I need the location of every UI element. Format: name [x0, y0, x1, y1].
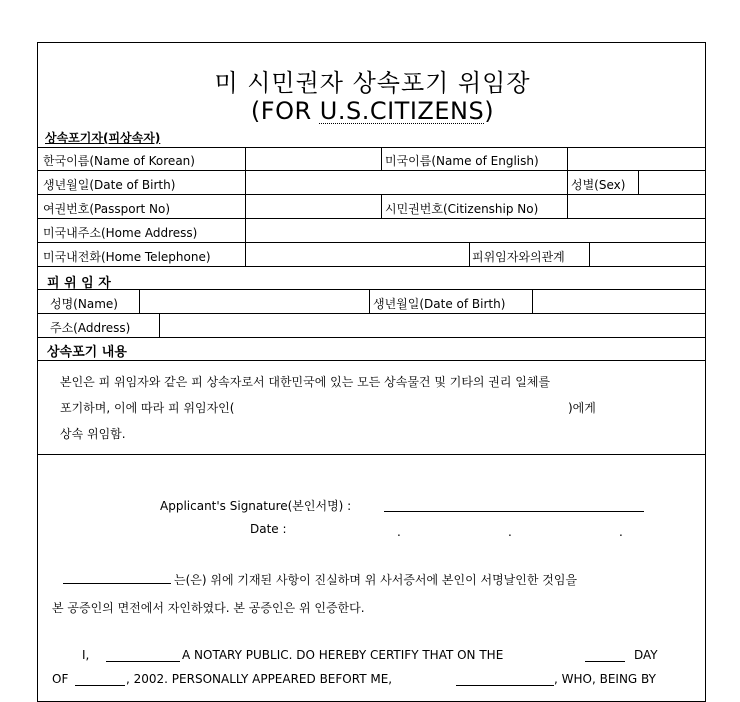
delegate-address-field[interactable] — [162, 315, 702, 335]
divider — [245, 218, 246, 242]
dob-field[interactable] — [248, 172, 564, 192]
divider — [381, 147, 382, 170]
divider — [38, 242, 705, 243]
notary-en-line-2-a: OF — [52, 672, 69, 686]
divider — [38, 337, 705, 338]
content-line-1: 본인은 피 위임자와 같은 피 상속자로서 대한민국에 있는 모든 상속물건 및 기타의 권리 일체를 — [60, 375, 551, 389]
relation-field[interactable] — [592, 244, 702, 264]
divider — [532, 289, 533, 313]
home-address-field[interactable] — [248, 220, 702, 240]
divider — [567, 147, 568, 170]
form-title: 미 시민권자 상속포기 위임장 — [214, 69, 531, 97]
date-label: Date : — [250, 522, 287, 536]
date-dot-3: . — [619, 525, 623, 539]
delegate-address-label: 주소(Address) — [50, 321, 131, 335]
date-dot-1: . — [397, 525, 401, 539]
delegate-dob-label: 생년월일(Date of Birth) — [373, 297, 506, 311]
korean-name-field[interactable] — [248, 148, 378, 168]
content-section-heading: 상속포기 내용 — [47, 345, 127, 360]
heir-section-heading: 상속포기자(피상속자) — [45, 131, 161, 145]
notary-day-line[interactable] — [585, 661, 625, 662]
notary-en-line-2-b: , 2002. PERSONALLY APPEARED BEFORT ME, — [126, 672, 393, 686]
content-line-3: 상속 위임함. — [60, 427, 126, 441]
divider — [567, 170, 568, 194]
divider — [245, 194, 246, 218]
divider — [38, 454, 705, 455]
citizenship-field[interactable] — [570, 196, 702, 216]
divider — [469, 242, 470, 266]
divider — [38, 360, 705, 361]
content-line-2-prefix: 포기하며, 이에 따라 피 위임자인( — [60, 401, 235, 415]
divider — [38, 266, 705, 267]
notary-ko-line-1: 는(은) 위에 기재된 사항이 진실하며 위 사서증서에 본인이 서명날인한 것임을 — [174, 573, 578, 587]
divider — [38, 194, 705, 195]
notary-en-line-1-a: I, — [82, 648, 90, 662]
home-phone-field[interactable] — [248, 244, 464, 264]
sex-field[interactable] — [641, 172, 701, 192]
content-line-2-suffix: )에게 — [568, 401, 596, 415]
dob-label: 생년월일(Date of Birth) — [43, 178, 176, 192]
divider — [567, 194, 568, 218]
korean-name-label: 한국이름(Name of Korean) — [43, 154, 195, 168]
english-name-label: 미국이름(Name of English) — [385, 154, 539, 168]
divider — [245, 242, 246, 266]
subtitle-prefix: (FOR — [250, 97, 320, 125]
divider — [589, 242, 590, 266]
delegate-section-heading: 피 위 임 자 — [47, 276, 111, 291]
delegate-name-label: 성명(Name) — [50, 297, 118, 311]
divider — [38, 170, 705, 171]
relation-label: 피위임자와의관계 — [472, 250, 565, 264]
citizenship-label: 시민권번호(Citizenship No) — [385, 202, 539, 216]
notary-en-line-2-c: , WHO, BEING BY — [554, 672, 656, 686]
notary-appeared-line[interactable] — [456, 685, 554, 686]
subtitle-suffix: ) — [484, 97, 495, 125]
divider — [369, 289, 370, 313]
notary-en-line-1-b: A NOTARY PUBLIC. DO HEREBY CERTIFY THAT ON THE — [182, 648, 504, 662]
date-dot-2: . — [508, 525, 512, 539]
notary-en-line-1-c: DAY — [634, 648, 658, 662]
english-name-field[interactable] — [570, 148, 702, 168]
divider — [245, 147, 246, 170]
notary-public-line[interactable] — [106, 661, 180, 662]
sex-label: 성별(Sex) — [571, 178, 626, 192]
divider — [638, 170, 639, 194]
divider — [381, 194, 382, 218]
divider — [159, 313, 160, 337]
delegate-dob-field[interactable] — [535, 291, 701, 311]
passport-field[interactable] — [248, 196, 378, 216]
home-address-label: 미국내주소(Home Address) — [43, 226, 198, 240]
signature-line[interactable] — [384, 511, 644, 512]
divider — [38, 218, 705, 219]
divider — [38, 313, 705, 314]
subtitle-us-citizens: U.S.CITIZENS — [319, 97, 485, 125]
notary-name-line[interactable] — [63, 583, 171, 584]
delegate-name-field[interactable] — [142, 291, 366, 311]
signature-label: Applicant's Signature(본인서명) : — [160, 499, 352, 513]
divider — [139, 289, 140, 313]
divider — [245, 170, 246, 194]
notary-ko-line-2: 본 공증인의 면전에서 자인하였다. 본 공증인은 위 인증한다. — [52, 601, 365, 615]
notary-month-line[interactable] — [75, 685, 125, 686]
form-frame — [37, 42, 706, 702]
form-subtitle — [38, 97, 707, 125]
home-phone-label: 미국내전화(Home Telephone) — [43, 250, 211, 264]
passport-label: 여권번호(Passport No) — [43, 202, 171, 216]
